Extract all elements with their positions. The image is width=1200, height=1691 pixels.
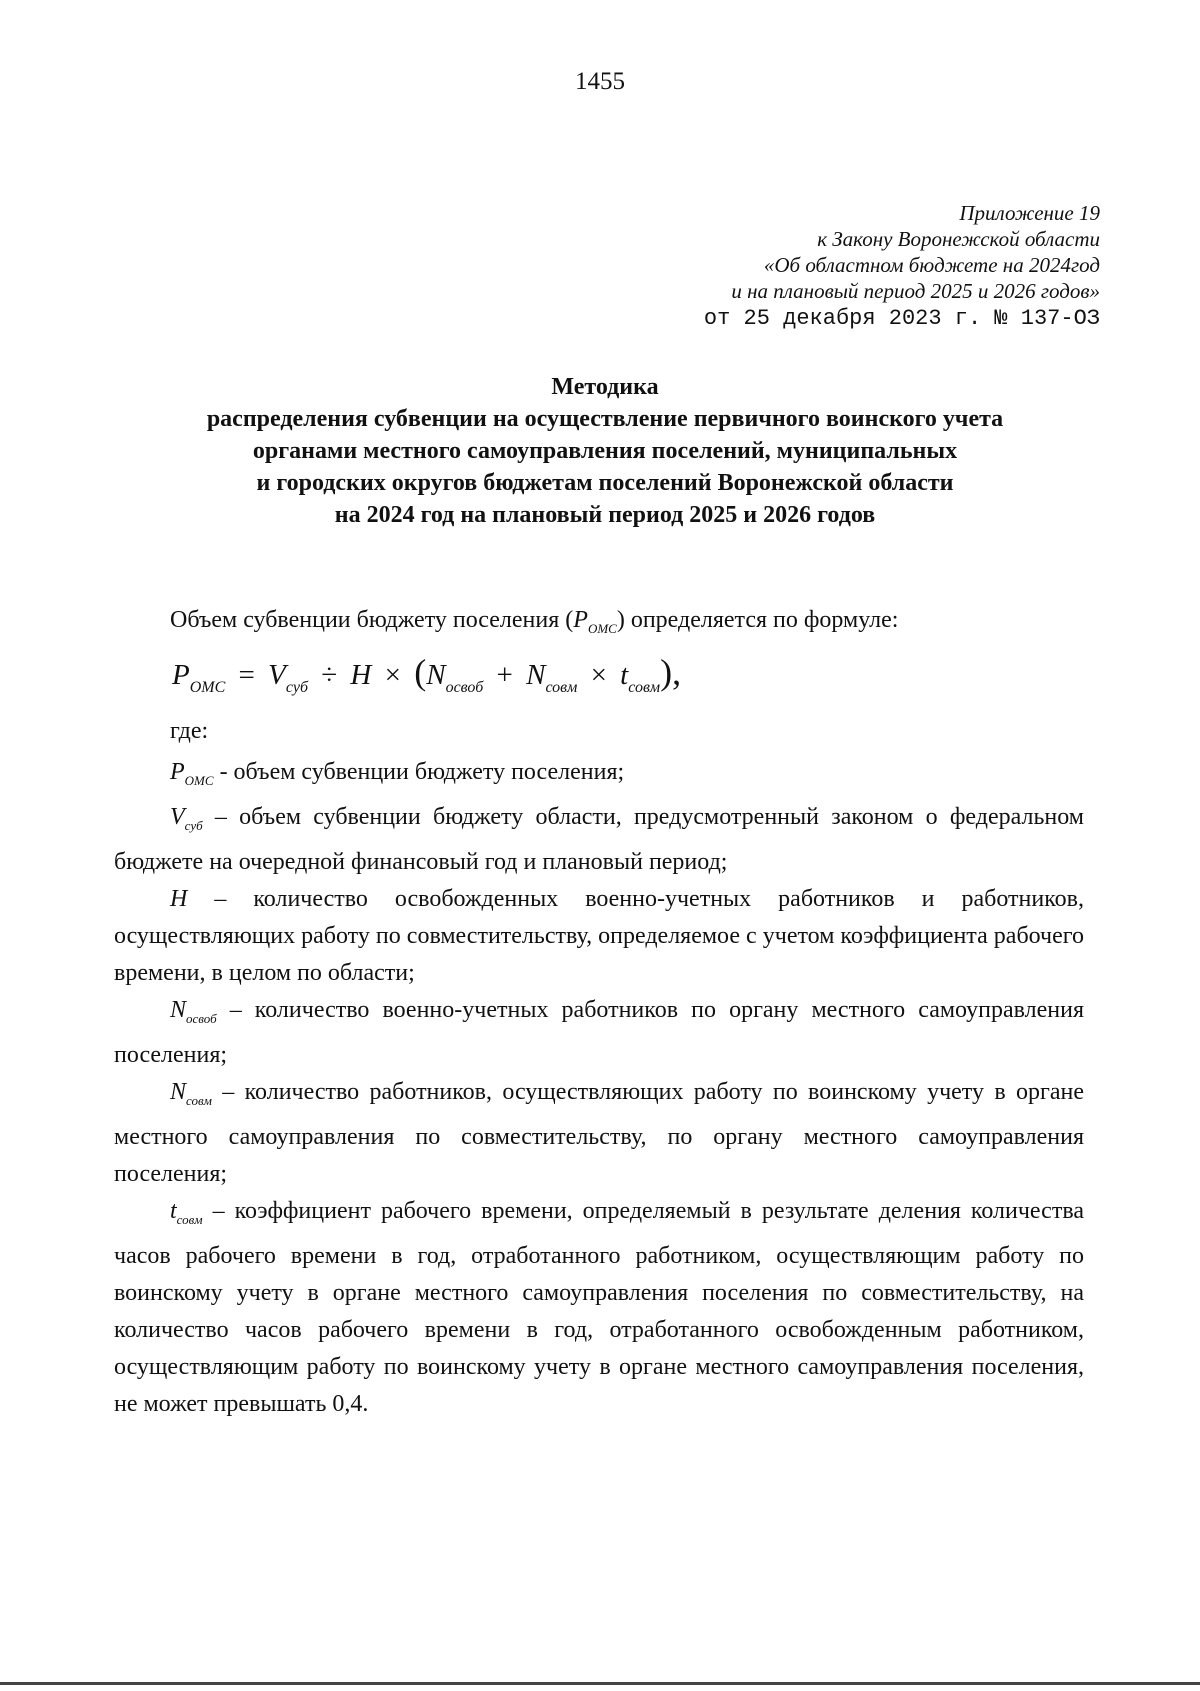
formula-operator: +: [496, 659, 513, 691]
intro-variable: P: [573, 607, 588, 633]
definition-text: - объем субвенции бюджету поселения;: [213, 759, 625, 785]
formula-subscript: суб: [285, 679, 308, 696]
appendix-line: и на плановый период 2025 и 2026 годов»: [731, 279, 1100, 303]
definition-variable: N: [170, 997, 187, 1023]
title-line: органами местного самоуправления поселений, муниципальных: [252, 438, 958, 464]
formula-parenthesis: ),: [660, 652, 682, 692]
definition-subscript: суб: [184, 818, 203, 833]
appendix-line: к Закону Воронежской области: [817, 227, 1100, 251]
definition-h: [114, 881, 1084, 992]
definition-text: – объем субвенции бюджету области, предусмотренный законом о федеральном бюджете на очередной финансовый год и плановый период;: [114, 804, 1084, 875]
intro-variable-subscript: ОМС: [587, 621, 617, 636]
definition-text: – количество военно-учетных работников по органу местного самоуправления поселения;: [114, 997, 1084, 1068]
formula-operator: ×: [384, 659, 401, 691]
formula-symbol: N: [426, 659, 446, 691]
definition-n-osvob: [114, 992, 1084, 1074]
formula-operator: ÷: [321, 659, 338, 691]
document-title: [110, 371, 1100, 531]
formula-parenthesis: (: [414, 652, 427, 692]
intro-text: ) определяется по формуле:: [616, 607, 899, 633]
definition-subscript: освоб: [186, 1011, 217, 1026]
formula-subscript: ОМС: [189, 679, 226, 696]
page-number: 1455: [575, 68, 625, 95]
law-date-stamp: от 25 декабря 2023 г. № 137-ОЗ: [703, 306, 1100, 331]
formula-symbol: N: [526, 659, 546, 691]
title-line: распределения субвенции на осуществление первичного воинского учета: [206, 406, 1004, 432]
page-bottom-divider: [0, 1682, 1200, 1685]
definition-variable: P: [170, 759, 185, 785]
definition-subscript: совм: [176, 1212, 203, 1227]
formula-operator: ×: [590, 659, 607, 691]
definition-variable: V: [170, 804, 185, 830]
formula-symbol: V: [268, 659, 286, 691]
definition-variable: t: [170, 1198, 177, 1224]
formula-symbol: P: [172, 659, 190, 691]
definition-text: – количество освобожденных военно-учетных работников и работников, осуществляющих работу по совместительству, определяемое с учетом коэффициента рабочего времени, в целом по области;: [114, 886, 1084, 986]
where-label: где:: [170, 718, 209, 744]
appendix-line: Приложение 19: [959, 201, 1100, 225]
definition-subscript: ОМС: [184, 773, 214, 788]
title-line: и городских округов бюджетам поселений Воронежской области: [256, 470, 954, 496]
definition-text: – коэффициент рабочего времени, определяемый в результате деления количества часов рабочего времени в год, отработанного работником, осуществляющим работу по воинскому учету в органе местного самоуправления поселения по совместительству, на количество часов рабочего времени в год, отработанного освобожденным работником, осуществляющим работу по воинскому учету в органе местного самоуправления поселения, не может превышать 0,4.: [114, 1198, 1084, 1417]
formula-subscript: совм: [545, 679, 578, 696]
definition-p-omc: [114, 754, 1084, 799]
definition-variable: H: [170, 886, 188, 912]
formula: [172, 651, 1084, 709]
title-heading: Методика: [551, 374, 659, 400]
appendix-header: [540, 200, 1100, 332]
definition-text: – количество работников, осуществляющих работу по воинскому учету в органе местного самоуправления по совместительству, по органу местного самоуправления поселения;: [114, 1079, 1084, 1187]
definition-variable: N: [170, 1079, 187, 1105]
formula-subscript: освоб: [445, 679, 484, 696]
definition-v-sub: [114, 799, 1084, 881]
intro-paragraph: [114, 602, 1084, 647]
formula-operator: =: [238, 659, 255, 691]
intro-text: Объем субвенции бюджету поселения (: [170, 607, 574, 633]
definition-subscript: совм: [186, 1093, 212, 1108]
formula-symbol: H: [350, 659, 372, 691]
formula-subscript: совм: [628, 679, 661, 696]
methodology-body: [114, 602, 1084, 1423]
definition-n-sovm: [114, 1074, 1084, 1193]
appendix-line: «Об областном бюджете на 2024год: [763, 253, 1100, 277]
title-line: на 2024 год на плановый период 2025 и 2026 годов: [334, 502, 876, 528]
definition-t-sovm: [114, 1193, 1084, 1423]
formula-symbol: t: [620, 659, 629, 691]
